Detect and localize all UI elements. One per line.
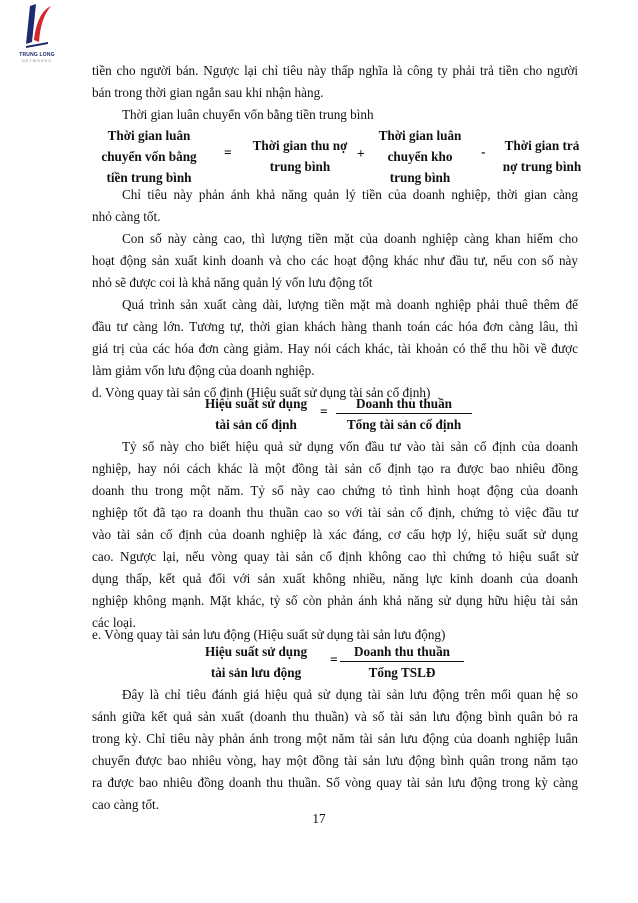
formula2-lhs xyxy=(190,393,322,435)
page-number: 17 xyxy=(312,811,326,826)
paragraph-line: bán trong thời gian ngắn sau khi nhận hàng. xyxy=(92,85,324,100)
formula-text: Thời gian trả xyxy=(504,138,580,153)
formula1-term2 xyxy=(368,125,472,188)
formula-text: tài sản lưu động xyxy=(210,665,302,680)
paragraph-line: cao càng tốt. xyxy=(92,797,160,812)
paragraph-line: Thời gian luân chuyển vốn bằng tiền trung bình xyxy=(122,107,374,122)
paragraph-line: giá trị của các hóa đơn càng giảm. Hay nói cách khác, tài khoản có thể thu hồi về được xyxy=(92,341,578,356)
equals-sign: = xyxy=(330,652,338,667)
paragraph-line: Con số này càng cao, thì lượng tiền mặt của doanh nghiệp càng khan hiếm cho xyxy=(122,231,578,246)
paragraph-line: nhỏ sẽ được coi là khả năng quản lý vốn lưu động tốt xyxy=(92,275,373,290)
formula-text: chuyển vốn bằng xyxy=(101,149,197,164)
formula-text: tài sản cố định xyxy=(215,417,297,432)
trung-long-logo-icon xyxy=(22,2,52,50)
formula3-lhs xyxy=(190,641,322,683)
paragraph-line: cao. Ngược lại, nếu vòng quay tài sản cố định không cao thì chứng tỏ hiệu suất sử xyxy=(92,549,578,564)
paragraph-line: nghiệp tốt đã tạo ra doanh thu thuần cao so với tài sản cố định, chứng tỏ việc đầu tư xyxy=(92,505,578,520)
paragraph-line: vào tài sản cố định của doanh nghiệp là xác đáng, cơ cấu hợp lý, hiệu suất sử dụng xyxy=(92,527,578,542)
paragraph-line: doanh thu trong một năm. Tỷ số này cao chứng tỏ tình hình hoạt động của doanh xyxy=(92,483,578,498)
paragraph-line: trong kỳ. Chỉ tiêu này phản ánh trong một năm tài sản lưu động của doanh nghiệp luân xyxy=(92,731,578,746)
paragraph-line: làm giảm vốn lưu động của doanh nghiệp. xyxy=(92,363,315,378)
fraction-numerator: Doanh thu thuần xyxy=(353,644,451,659)
logo-tagline: NETWORKS xyxy=(22,59,52,63)
formula-text: trung bình xyxy=(269,159,331,174)
equals-sign: = xyxy=(224,145,232,160)
formula-text: Thời gian luân xyxy=(107,128,191,143)
paragraph-line: các loại. xyxy=(92,615,136,630)
formula-text: Hiệu suất sử dụng xyxy=(204,396,308,411)
fraction-bar xyxy=(340,661,464,662)
formula3-fraction xyxy=(340,641,464,683)
formula1-term3 xyxy=(490,135,594,177)
paragraph-line: tiền cho người bán. Ngược lại chỉ tiêu này thấp nghĩa là công ty phải trả tiền cho người xyxy=(92,63,578,78)
paragraph-line: sánh giữa kết quả sản xuất (doanh thu thuần) và số tài sản lưu động bình quân bỏ ra xyxy=(92,709,578,724)
paragraph-line: nghiệp, hay nói cách khác là một đồng tài sản cố định tạo ra được bao nhiêu đồng xyxy=(92,461,578,476)
company-logo xyxy=(8,2,66,72)
plus-sign: + xyxy=(357,146,365,161)
paragraph-line: Tỷ số này cho biết hiệu quả sử dụng vốn đầu tư vào tài sản cố định của doanh xyxy=(122,439,578,454)
formula-text: tiền trung bình xyxy=(106,170,192,185)
formula-text: Thời gian thu nợ xyxy=(252,138,348,153)
minus-sign: - xyxy=(481,144,486,159)
paragraph-line: chuyển được bao nhiêu vòng, hay một đồng tài sản lưu động bình quân trong năm tạo xyxy=(92,753,578,768)
fraction-denominator: Tổng TSLĐ xyxy=(368,665,436,680)
section-heading-e: e. Vòng quay tài sản lưu động (Hiệu suất sử dụng tài sản lưu động) xyxy=(92,627,446,642)
formula1-lhs xyxy=(88,125,210,188)
paragraph-line: nghiệp không mạnh. Mặt khác, tỷ số còn phản ánh khả năng sử dụng hữu hiệu tài sản xyxy=(92,593,578,608)
equals-sign: = xyxy=(320,404,328,419)
formula-text: trung bình xyxy=(389,170,451,185)
formula1-term1 xyxy=(238,135,362,177)
paragraph-line: ra được bao nhiêu đồng doanh thu thuần. Số vòng quay tài sản lưu động trong kỳ càng xyxy=(92,775,578,790)
fraction-denominator: Tổng tài sản cố định xyxy=(346,417,462,432)
section-heading-d: d. Vòng quay tài sản cố định (Hiệu suất sử dụng tài sản cố định) xyxy=(92,385,431,400)
paragraph-line: Quá trình sản xuất càng dài, lượng tiền mặt mà doanh nghiệp phải thuê thêm để xyxy=(122,297,578,312)
fraction-numerator: Doanh thu thuần xyxy=(355,396,453,411)
paragraph-line: đầu tư càng lớn. Tương tự, thời gian khách hàng thanh toán các hóa đơn càng lâu, thì xyxy=(92,319,578,334)
paragraph-line: dụng thấp, kết quả đối với sản xuất không nhiều, năng lực kinh doanh của doanh xyxy=(92,571,578,586)
formula-text: nợ trung bình xyxy=(502,159,582,174)
formula2-fraction xyxy=(336,393,472,435)
paragraph-line: Đây là chỉ tiêu đánh giá hiệu quả sử dụng tài sản lưu động trên mối quan hệ so xyxy=(122,687,578,702)
formula-text: Thời gian luân xyxy=(378,128,462,143)
paragraph-line: hoạt động sản xuất kinh doanh và cho các hoạt động khác như đầu tư, nếu con số này xyxy=(92,253,578,268)
paragraph-line: nhỏ càng tốt. xyxy=(92,209,161,224)
fraction-bar xyxy=(336,413,472,414)
formula-text: Hiệu suất sử dụng xyxy=(204,644,308,659)
logo-name: TRUNG LONG xyxy=(19,52,55,58)
paragraph-line: Chỉ tiêu này phản ánh khả năng quản lý tiền của doanh nghiệp, thời gian càng xyxy=(122,187,578,202)
formula-text: chuyển kho xyxy=(387,149,453,164)
